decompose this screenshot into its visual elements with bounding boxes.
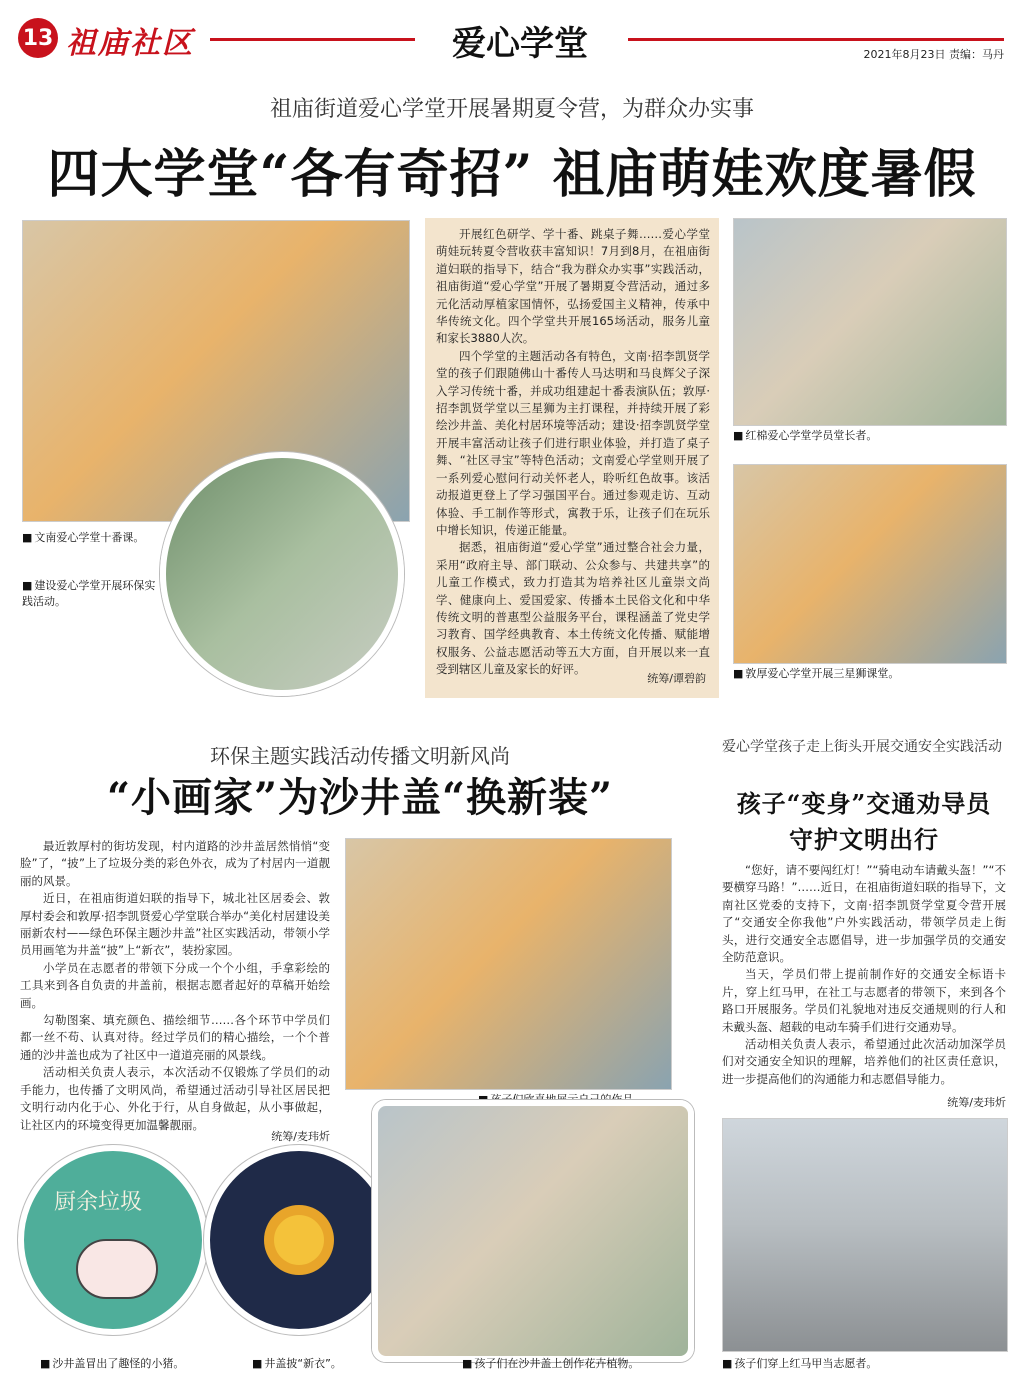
article2-headline: “小画家”为沙井盖“换新装” — [106, 774, 614, 821]
section-title: 爱心学堂 — [452, 24, 588, 64]
brand-title: 祖庙社区 — [66, 26, 194, 61]
sun-illustration-icon — [274, 1215, 324, 1265]
article2-byline: 统筹/麦玮炘 — [271, 1130, 330, 1143]
article2-paragraph: 最近敦厚村的街坊发现，村内道路的沙井盖居然悄悄“变脸”了，“披”上了垃圾分类的彩色外衣，成为了村居内一道靓丽的风景。 — [20, 839, 330, 888]
article3-paragraph: “您好，请不要闯红灯！”“骑电动车请戴头盔！”“不要横穿马路！”……近日，在祖庙街道妇联的指导下，文南社区党委的支持下，文南·招李凯贤学堂夏令营开展了“交通安全你我他”户外实践活动，带领学员走上街头，进行交通安全志愿倡导，进一步加强学员的交通安全防范意识。 — [722, 863, 1006, 965]
caption-music-class: ■ 文南爱心学堂十番课。 — [22, 530, 162, 546]
pig-illustration-icon — [76, 1239, 158, 1299]
article1-byline: 统筹/谭碧韵 — [647, 672, 706, 685]
caption-painting-flowers: ■ 孩子们在沙井盖上创作花卉植物。 — [462, 1356, 682, 1372]
article3-paragraph: 当天，学员们带上提前制作好的交通安全标语卡片，穿上红马甲，在社工与志愿者的带领下，来到各个路口开展服务。学员们礼貌地对违反交通规则的行人和未戴头盔、超载的电动车骑手们进行交通劝导。 — [722, 967, 1006, 1034]
article1-paragraph: 四个学堂的主题活动各有特色，文南·招李凯贤学堂的孩子们跟随佛山十番传人马达明和马良辉父子深入学习传统十番，并成功组建起十番表演队伍；敦厚·招李凯贤学堂以三星狮为主打课程，并持续开展了彩绘沙井盖、美化村居环境等活动；建设·招李凯贤学堂开展丰富活动让孩子们进行职业体验，并打造了桌子舞、“社区寻宝”等特色活动；文南爱心学堂则开展了一系列爱心慰问行动关怀老人，聆听红色故事。该活动报道更登上了学习强国平台。通过参观走访、互动体验、手工制作等形式，寓教于乐，让孩子们在玩乐中增长知识，传递正能量。 — [436, 348, 710, 537]
article1-body — [436, 226, 710, 679]
article2-paragraph: 勾勒图案、填充颜色、描绘细节……各个环节中学员们都一丝不苟、认真对待。经过学员们的精心描绘，一个个普通的沙井盖也成为了社区中一道道亮丽的风景线。 — [20, 1013, 330, 1062]
article2-paragraph: 近日，在祖庙街道妇联的指导下，城北社区居委会、敦厚村委会和敦厚·招李凯贤爱心学堂联合举办“美化村居建设美丽新农村——绿色环保主题沙井盖”社区实践活动，带领小学员用画笔为井盖“披”上“新衣”，装扮家园。 — [20, 891, 330, 958]
article3-paragraph: 活动相关负责人表示，希望通过此次活动加深学员们对交通安全知识的理解，培养他们的社区责任意识，进一步提高他们的沟通能力和志愿倡导能力。 — [722, 1037, 1006, 1086]
caption-visit-elders: ■ 红棉爱心学堂学员堂长者。 — [733, 428, 1005, 444]
photo-painting-flowers — [372, 1100, 694, 1362]
page-number-badge: 13 — [18, 18, 58, 58]
article3-kicker: 爱心学堂孩子走上街头开展交通安全实践活动 — [722, 739, 1002, 755]
photo-kids-showcase — [345, 838, 672, 1090]
article2-kicker: 环保主题实践活动传播文明新风尚 — [210, 744, 510, 768]
article3-byline: 统筹/麦玮炘 — [947, 1096, 1006, 1109]
article1-paragraph: 开展红色研学、学十番、跳桌子舞……爱心学堂萌娃玩转夏令营收获丰富知识！7月到8月，在祖庙街道妇联的指导下，结合“我为群众办实事”实践活动，祖庙街道“爱心学堂”开展了暑期夏令营活动，通过多元化活动厚植家国情怀，弘扬爱国主义精神，传承中华传统文化。四个学堂共开展165场活动，服务儿童和家长3880人次。 — [436, 227, 710, 346]
article3-body — [722, 862, 1006, 1088]
header-rule-left — [210, 38, 415, 41]
article2-paragraph: 小学员在志愿者的带领下分成一个个小组，手拿彩绘的工具来到各自负责的井盖前，根据志愿者起好的草稿开始绘画。 — [20, 960, 330, 1010]
photo-eco-activity — [160, 452, 404, 696]
article1-kicker: 祖庙街道爱心学堂开展暑期夏令营，为群众办实事 — [269, 97, 754, 122]
article1-paragraph: 据悉，祖庙街道“爱心学堂”通过整合社会力量，采用“政府主导、部门联动、公众参与、共建共享”的儿童工作模式，致力打造其为培养社区儿童崇文尚学、健康向上、爱国爱家、传播本土民俗文化和中华传统文明的普惠型公益服务平台，课程涵盖了党史学习教育、国学经典教育、本土传统文化传播、赋能增权服务、公益志愿活动等五大方面，自开展以来一直受到辖区儿童及家长的好评。 — [436, 540, 710, 677]
date-editor-line: 2021年8月23日 责编：马丹 — [863, 48, 1004, 61]
photo-sun-manhole — [204, 1145, 394, 1335]
photo-traffic-volunteers — [722, 1118, 1008, 1352]
caption-traffic-volunteers: ■ 孩子们穿上红马甲当志愿者。 — [722, 1356, 1006, 1372]
caption-pig-manhole: ■ 沙井盖冒出了趣怪的小猪。 — [40, 1356, 200, 1372]
caption-lion-dance: ■ 敦厚爱心学堂开展三星狮课堂。 — [733, 666, 1005, 682]
header-rule-right — [628, 38, 1004, 41]
article2-body — [20, 838, 330, 1134]
pig-cover-text: 厨余垃圾 — [54, 1190, 143, 1215]
article3-headline-line2: 守护文明出行 — [789, 825, 939, 854]
article1-headline: 四大学堂“各有奇招” 祖庙萌娃欢度暑假 — [47, 144, 977, 205]
article2-paragraph: 活动相关负责人表示，本次活动不仅锻炼了学员们的动手能力，也传播了文明风尚，希望通过活动引导社区居民把文明行动内化于心、外化于行，从自身做起，从小事做起，让社区内的环境变得更加温馨靓丽。 — [20, 1065, 330, 1132]
photo-visit-elders — [733, 218, 1007, 426]
article3-headline-line1: 孩子“变身”交通劝导员 — [736, 789, 992, 818]
photo-lion-dance — [733, 464, 1007, 664]
photo-pig-manhole — [18, 1145, 208, 1335]
caption-sun-manhole: ■ 井盖披“新衣”。 — [252, 1356, 382, 1372]
caption-eco-activity: ■ 建设爱心学堂开展环保实践活动。 — [22, 578, 162, 610]
